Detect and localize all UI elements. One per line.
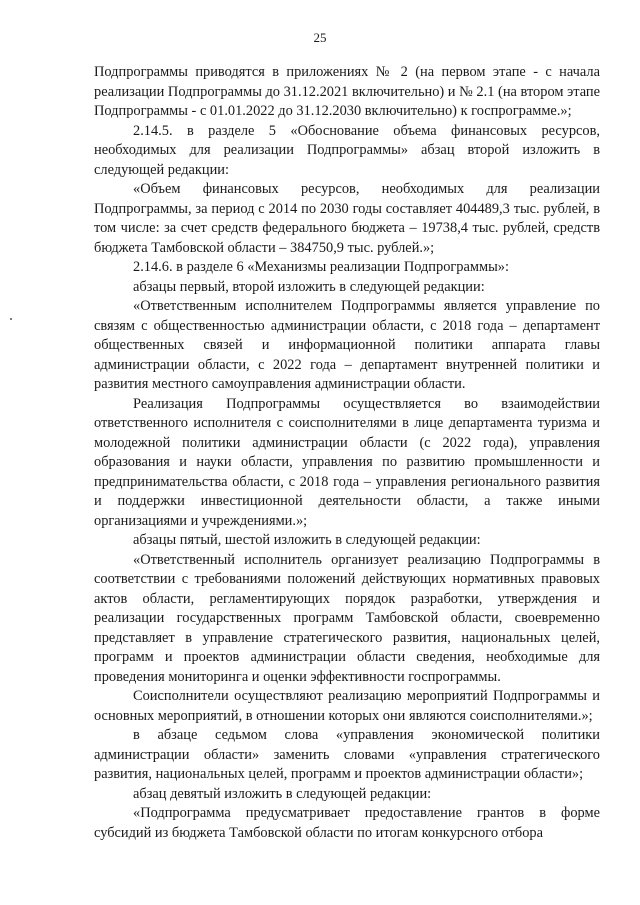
paragraph-instruction: абзацы первый, второй изложить в следующей редакции: [133, 278, 485, 295]
paragraph-replace-words: в абзаце седьмом слова «управления экономической политики администрации области» заменить словами «управления стратегического развития, национальных целей, программ и проектов администрации области»; [94, 727, 600, 782]
paragraph-quote-funding: «Объем финансовых ресурсов, необходимых для реализации Подпрограммы, за период с 2014 по 2030 годы составляет 404489,3 тыс. рублей, в том числе: за счет средств федерального бюджета – 19738,4 тыс. рублей, средств бюджета Тамбовской области – 384750,9 тыс. рублей.»; [94, 181, 600, 256]
paragraph-item-2-14-5: 2.14.5. в разделе 5 «Обоснование объема финансовых ресурсов, необходимых для реализации Подпрограммы» абзац второй изложить в следующей редакции: [94, 122, 600, 178]
paragraph-item-2-14-6: 2.14.6. в разделе 6 «Механизмы реализации Подпрограммы»: [133, 259, 509, 275]
paragraph-quote-grants: «Подпрограмма предусматривает предоставление грантов в форме субсидий из бюджета Тамбовской области по итогам конкурсного отбора [94, 805, 600, 841]
paragraph-instruction: абзац девятый изложить в следующей редакции: [133, 785, 432, 802]
paragraph-quote-executor: «Ответственным исполнителем Подпрограммы является управление по связям с общественностью администрации области, с 2018 года – департамент общественных связей и информационной политики аппарата главы администрации области, с 2022 года – департамент внутренней политики и развития местного самоуправления администрации области. [94, 298, 600, 392]
paragraph-instruction: абзацы пятый, шестой изложить в следующей редакции: [133, 532, 481, 548]
page-number: 25 [313, 30, 327, 45]
paragraph-continuation: Подпрограммы приводятся в приложениях № 2 (на первом этапе - с начала реализации Подпрограммы до 31.12.2021 включительно) и № 2.1 (на втором этапе Подпрограммы - с 01.01.2022 до 31.12.2030 включительно) к госпрограмме.»; [94, 64, 600, 119]
margin-mark [10, 318, 12, 320]
paragraph-co-executors: Соисполнители осуществляют реализацию мероприятий Подпрограммы и основных мероприятий, в отношении которых они являются соисполнителями.»; [94, 688, 600, 724]
document-body [94, 63, 600, 843]
paragraph-quote-organizes: «Ответственный исполнитель организует реализацию Подпрограммы в соответствии с требованиями положений действующих нормативных правовых актов области, регламентирующих порядок разработки, утверждения и реализации государственных программ Тамбовской области, своевременно представляет в управление стратегического развития, национальных целей, программ и проектов администрации области сведения, необходимые для проведения мониторинга и оценки эффективности госпрограммы. [94, 551, 600, 685]
paragraph-implementation: Реализация Подпрограммы осуществляется во взаимодействии ответственного исполнителя с соисполнителями в лице департамента туризма и молодежной политики администрации области (с 2022 года), управления образования и науки области, управления по развитию промышленности и предпринимательства области, с 2018 года – управления регионального развития и поддержки инвестиционной деятельности области, а также иными организациями и учреждениями.»; [94, 395, 600, 529]
